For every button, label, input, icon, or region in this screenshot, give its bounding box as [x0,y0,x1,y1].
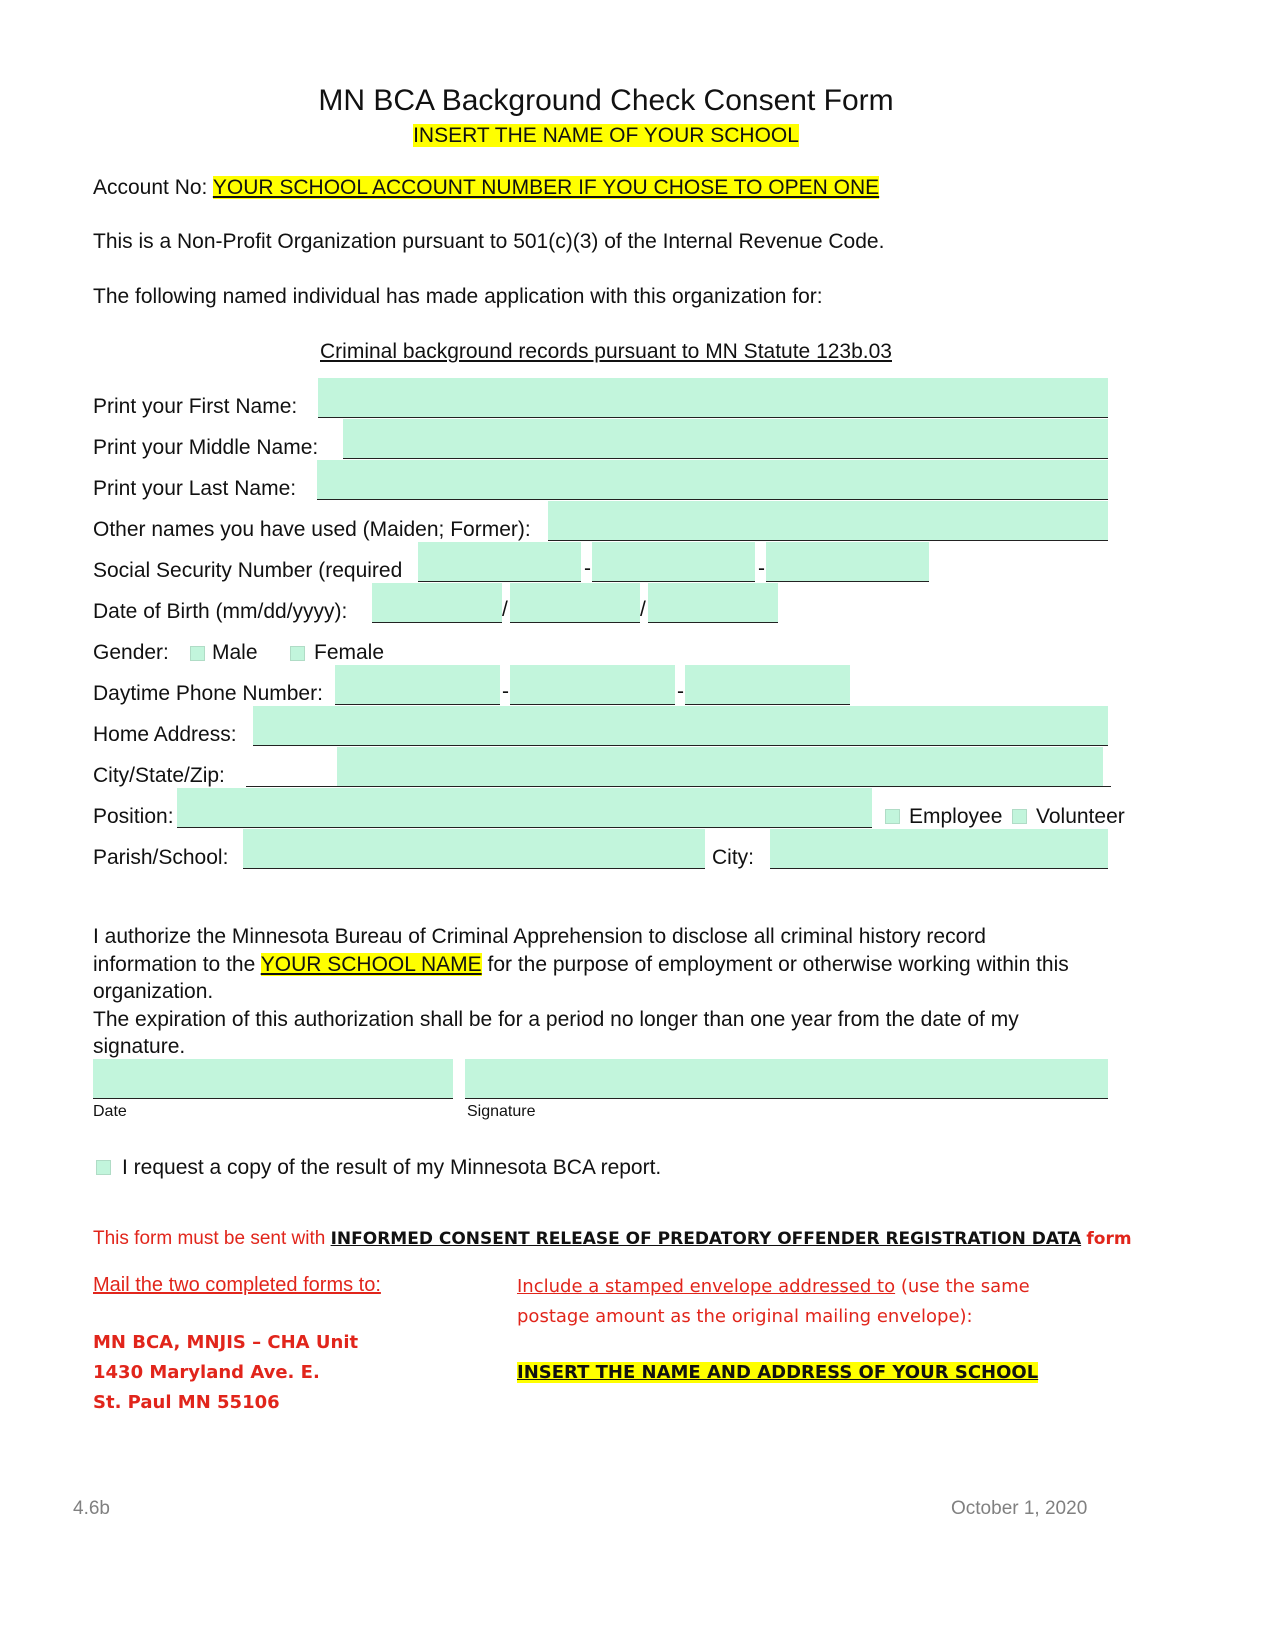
home-address-input[interactable] [253,706,1108,746]
statute-heading: Criminal background records pursuant to MN Statute 123b.03 [320,340,892,363]
volunteer-checkbox[interactable] [1012,809,1027,824]
other-names-input[interactable] [548,501,1108,541]
dob-year-input[interactable] [648,583,778,623]
dob-label: Date of Birth (mm/dd/yyyy): [93,600,348,623]
envelope-note-2: postage amount as the original mailing envelope): [517,1306,973,1327]
authorization-text-2: for the purpose of employment or otherwise working within this organization. [93,952,1069,1003]
date-label: Date [93,1103,127,1120]
notice-suffix: form [1086,1229,1132,1249]
phone-prefix-input[interactable] [510,665,675,705]
authorization-expiration: The expiration of this authorization shall be for a period no longer than one year from the date of my signature. [93,1007,1019,1058]
notice-prefix: This form must be sent with [93,1228,326,1249]
male-label: Male [212,641,258,664]
envelope-line1 [517,1276,1030,1297]
employee-checkbox[interactable] [885,809,900,824]
city-state-zip-label: City/State/Zip: [93,764,225,787]
employee-label: Employee [909,805,1003,828]
phone-line-input[interactable] [685,665,850,705]
dob-month-input[interactable] [372,583,502,623]
school-name-placeholder [0,124,1212,148]
phone-area-input[interactable] [335,665,500,705]
account-label: Account No: [93,176,208,199]
female-label: Female [314,641,385,664]
signature-label: Signature [467,1103,536,1120]
city-input[interactable] [770,829,1108,869]
authorization-paragraph [93,923,1093,1061]
school-name-highlight: INSERT THE NAME OF YOUR SCHOOL [413,124,799,147]
phone-label: Daytime Phone Number: [93,682,323,705]
female-checkbox[interactable] [290,646,305,661]
envelope-address-highlight: INSERT THE NAME AND ADDRESS OF YOUR SCHOOL [517,1362,1039,1383]
ssn-part3-input[interactable] [766,542,929,582]
authorization-text-1: I authorize the Minnesota Bureau of Criminal Apprehension to disclose all criminal history record information to the [93,925,986,976]
last-name-label: Print your Last Name: [93,477,297,500]
gender-label: Gender: [93,641,169,664]
copy-request-label: I request a copy of the result of my Minnesota BCA report. [122,1156,662,1179]
home-address-label: Home Address: [93,723,237,746]
last-name-input[interactable] [317,460,1108,500]
signature-input[interactable] [465,1059,1108,1099]
city-state-zip-line-end [1103,747,1111,787]
phone-dash-2: - [677,680,684,703]
volunteer-label: Volunteer [1036,805,1125,828]
form-title: MN BCA Background Check Consent Form [318,84,894,117]
ssn-part1-input[interactable] [418,542,581,582]
dob-slash-2: / [640,598,646,621]
authorization-school-name: YOUR SCHOOL NAME [260,952,482,976]
parish-school-label: Parish/School: [93,846,229,869]
mail-address-line3: St. Paul MN 55106 [93,1392,280,1413]
ssn-dash-2: - [758,557,765,580]
dob-day-input[interactable] [510,583,640,623]
nonprofit-statement: This is a Non-Profit Organization pursuant to 501(c)(3) of the Internal Revenue Code. [93,230,885,253]
middle-name-input[interactable] [343,419,1108,459]
city-state-zip-input[interactable] [337,747,1103,787]
city-state-zip-line [246,747,337,787]
envelope-heading: Include a stamped envelope addressed to [517,1276,896,1297]
position-input[interactable] [177,788,872,828]
mail-address-line1: MN BCA, MNJIS – CHA Unit [93,1332,359,1353]
envelope-address-placeholder [517,1362,1038,1383]
phone-dash-1: - [502,680,509,703]
mail-address-line2: 1430 Maryland Ave. E. [93,1362,320,1383]
date-input[interactable] [93,1059,453,1099]
ssn-part2-input[interactable] [592,542,755,582]
parish-school-input[interactable] [243,829,705,869]
male-checkbox[interactable] [190,646,205,661]
position-label: Position: [93,805,174,828]
application-statement: The following named individual has made application with this organization for: [93,285,823,308]
ssn-label: Social Security Number (required [93,559,403,582]
notice-line [93,1228,1132,1250]
mail-heading: Mail the two completed forms to: [93,1274,381,1296]
envelope-note-1: (use the same [900,1276,1030,1297]
first-name-input[interactable] [318,378,1108,418]
notice-form-name: INFORMED CONSENT RELEASE OF PREDATORY OFFENDER REGISTRATION DATA [330,1229,1082,1249]
ssn-dash-1: - [584,557,591,580]
other-names-label: Other names you have used (Maiden; Former): [93,518,531,541]
city-label: City: [712,846,754,869]
account-number-placeholder: YOUR SCHOOL ACCOUNT NUMBER IF YOU CHOSE TO OPEN ONE [212,176,880,199]
account-line [93,176,879,200]
middle-name-label: Print your Middle Name: [93,436,319,459]
first-name-label: Print your First Name: [93,395,298,418]
footer-code: 4.6b [73,1498,110,1519]
footer-date: October 1, 2020 [951,1498,1088,1519]
dob-slash-1: / [502,598,508,621]
copy-request-checkbox[interactable] [96,1160,111,1175]
